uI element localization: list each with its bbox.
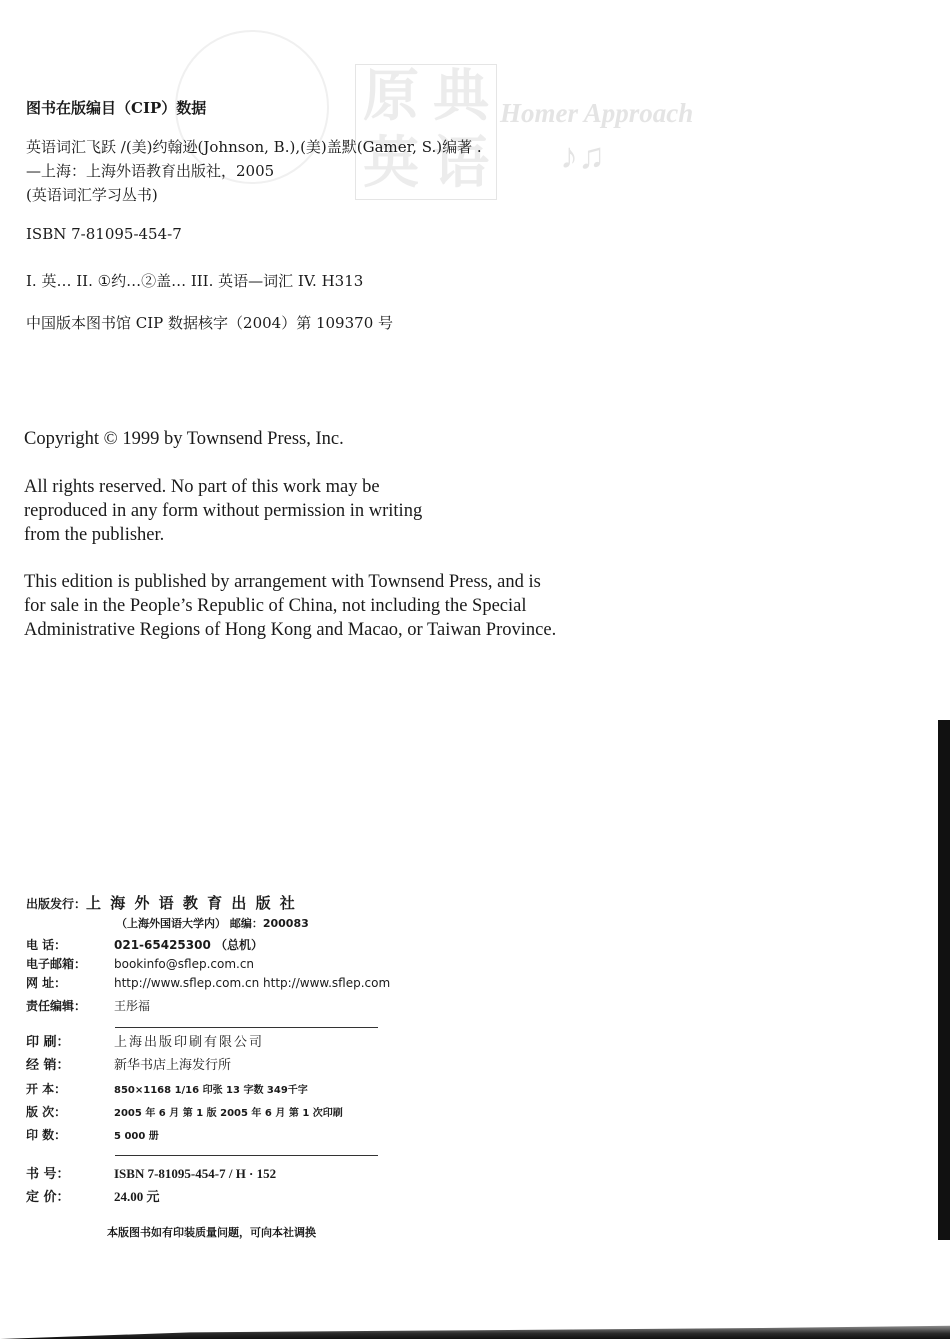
price-value: 24.00 元 bbox=[114, 1189, 160, 1204]
imprint-publisher-row bbox=[26, 892, 297, 915]
imprint-format-row bbox=[26, 1078, 308, 1102]
imprint-copies-row bbox=[26, 1124, 159, 1148]
cip-heading: 图书在版编目（CIP）数据 bbox=[26, 99, 207, 117]
imprint-booknumber-row bbox=[26, 1163, 276, 1186]
imprint-address: （上海外国语大学内） 邮编：200083 bbox=[116, 917, 309, 930]
imprint-printer-row bbox=[26, 1032, 264, 1054]
imprint-editor-row bbox=[26, 995, 150, 1017]
edition-line-2: for sale in the People’s Republic of China, not including the Special bbox=[24, 596, 527, 616]
web-label: 网 址： bbox=[26, 976, 67, 990]
format-value: 850×1168 1/16 印张 13 字数 349千字 bbox=[114, 1085, 308, 1096]
copyright-line: Copyright © 1999 by Townsend Press, Inc. bbox=[24, 429, 344, 449]
copies-label: 印 数： bbox=[26, 1128, 67, 1142]
rights-line-2: reproduced in any form without permission in writing bbox=[24, 501, 423, 521]
phone-value: 021-65425300 （总机） bbox=[114, 938, 264, 952]
edition-line-1: This edition is published by arrangement with Townsend Press, and is bbox=[24, 572, 541, 592]
seal-char-1: 原 bbox=[363, 64, 419, 129]
cip-publisher-line: —上海：上海外语教育出版社，2005 bbox=[26, 162, 275, 180]
cip-record-number: 中国版本图书馆 CIP 数据核字（2004）第 109370 号 bbox=[26, 314, 394, 332]
imprint-distributor-row bbox=[26, 1055, 231, 1077]
music-note-icon: ♪♫ bbox=[560, 136, 605, 176]
edition-label: 版 次： bbox=[26, 1105, 67, 1119]
publisher-name: 上 海 外 语 教 育 出 版 社 bbox=[86, 894, 297, 912]
edition-line-3: Administrative Regions of Hong Kong and Macao, or Taiwan Province. bbox=[24, 620, 557, 640]
publisher-label: 出版发行： bbox=[26, 897, 87, 911]
editor-value: 王彤福 bbox=[114, 999, 151, 1013]
cip-isbn: ISBN 7-81095-454-7 bbox=[26, 225, 182, 243]
price-label: 定 价： bbox=[26, 1190, 70, 1205]
seal-char-2: 典 bbox=[433, 64, 489, 129]
scan-edge-shadow bbox=[938, 720, 950, 1240]
imprint-web-row bbox=[26, 972, 390, 994]
seal-char-3: 英 bbox=[363, 131, 419, 196]
phone-label: 电 话： bbox=[26, 938, 67, 952]
imprint-note: 本版图书如有印装质量问题，可向本社调换 bbox=[107, 1226, 316, 1239]
imprint-edition-row bbox=[26, 1101, 343, 1125]
printer-value: 上海出版印刷有限公司 bbox=[114, 1035, 265, 1050]
rights-line-1: All rights reserved. No part of this work may be bbox=[24, 477, 380, 497]
printer-label: 印 刷： bbox=[26, 1035, 70, 1050]
distributor-label: 经 销： bbox=[26, 1058, 70, 1073]
booknumber-label: 书 号： bbox=[26, 1167, 70, 1182]
web-value: http://www.sflep.com.cn http://www.sflep.com bbox=[114, 976, 391, 990]
cip-classification: I. 英… II. ①约…②盖… III. 英语—词汇 IV. H313 bbox=[26, 272, 364, 290]
watermark-seal bbox=[355, 64, 497, 200]
cip-series-line: (英语词汇学习丛书) bbox=[26, 186, 158, 204]
distributor-value: 新华书店上海发行所 bbox=[114, 1058, 232, 1073]
email-value: bookinfo@sflep.com.cn bbox=[114, 957, 255, 971]
edition-value: 2005 年 6 月 第 1 版 2005 年 6 月 第 1 次印刷 bbox=[114, 1108, 343, 1119]
cip-title-line: 英语词汇飞跃 /(美)约翰逊(Johnson, B.),(美)盖默(Gamer, S.)编著 . bbox=[26, 138, 482, 156]
watermark-text: Homer Approach bbox=[500, 98, 694, 128]
seal-char-4: 语 bbox=[433, 131, 489, 196]
imprint-price-row bbox=[26, 1186, 160, 1209]
copies-value: 5 000 册 bbox=[114, 1131, 159, 1142]
email-label: 电子邮箱： bbox=[26, 957, 87, 971]
booknumber-value: ISBN 7-81095-454-7 / H · 152 bbox=[114, 1166, 277, 1181]
editor-label: 责任编辑： bbox=[26, 999, 87, 1013]
rights-line-3: from the publisher. bbox=[24, 525, 165, 545]
format-label: 开 本： bbox=[26, 1082, 67, 1096]
divider-2 bbox=[115, 1155, 378, 1156]
scan-bottom-shadow bbox=[0, 1317, 950, 1339]
divider-1 bbox=[115, 1027, 378, 1028]
